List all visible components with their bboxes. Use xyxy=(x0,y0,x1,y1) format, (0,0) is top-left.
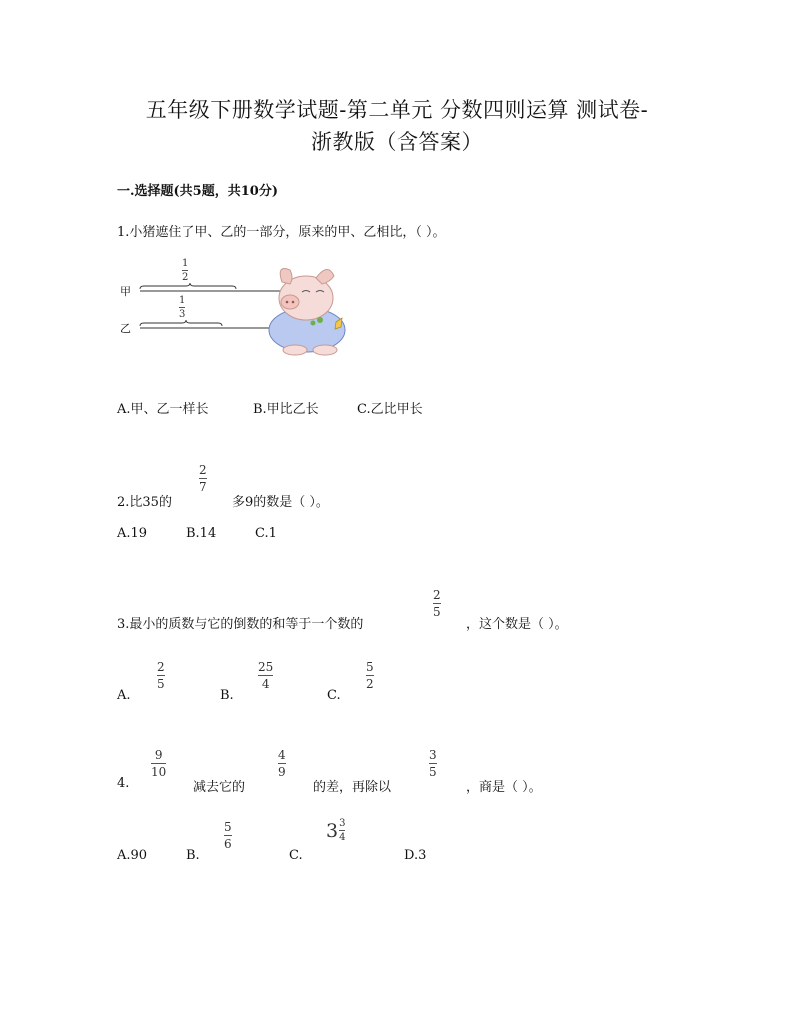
denominator: 3 xyxy=(179,309,186,320)
numerator: 3 xyxy=(429,748,437,762)
denominator: 7 xyxy=(199,480,207,494)
question-3-text-before: 3.最小的质数与它的倒数的和等于一个数的 xyxy=(117,617,364,632)
question-2-text-before: 2.比35的 xyxy=(117,495,172,510)
question-3-option-a[interactable]: A. xyxy=(117,688,131,703)
fraction-one-half xyxy=(182,258,188,283)
numerator: 25 xyxy=(258,660,274,674)
label-jia: 甲 xyxy=(120,285,131,298)
segment-diagram xyxy=(110,250,370,365)
question-4-fraction-2 xyxy=(278,748,286,779)
question-2-option-b[interactable]: B.14 xyxy=(186,526,217,541)
question-3-option-a-fraction xyxy=(157,660,165,691)
question-3-fraction xyxy=(433,588,441,619)
denominator: 2 xyxy=(366,677,374,691)
question-3-option-c-fraction xyxy=(366,660,374,691)
denominator: 5 xyxy=(433,605,441,619)
question-4-option-a[interactable]: A.90 xyxy=(117,848,148,863)
question-4-text-mid-2: 的差，再除以 xyxy=(313,780,392,795)
question-2-option-c[interactable]: C.1 xyxy=(255,526,277,541)
numerator: 4 xyxy=(278,748,286,762)
denominator: 2 xyxy=(182,272,189,283)
numerator: 1 xyxy=(182,258,189,269)
question-4-option-c-mixed-number xyxy=(326,818,345,843)
denominator: 5 xyxy=(157,677,165,691)
denominator: 5 xyxy=(429,765,437,779)
denominator: 6 xyxy=(224,837,232,851)
fraction-one-third xyxy=(179,295,185,320)
question-4-text-mid-1: 减去它的 xyxy=(193,780,246,795)
numerator: 9 xyxy=(154,748,163,762)
question-1-option-a[interactable]: A.甲、乙一样长 xyxy=(117,402,209,417)
denominator: 9 xyxy=(278,765,286,779)
question-1-option-b[interactable]: B.甲比乙长 xyxy=(253,402,319,417)
fraction-part xyxy=(339,818,345,843)
question-4-option-b-fraction xyxy=(224,820,232,851)
question-4-option-c[interactable]: C. xyxy=(289,848,303,863)
pig-icon xyxy=(269,269,345,356)
denominator: 10 xyxy=(151,765,167,779)
numerator: 3 xyxy=(339,818,346,829)
question-4-number: 4. xyxy=(117,776,130,791)
question-1-figure xyxy=(110,250,370,365)
numerator: 1 xyxy=(179,295,186,306)
numerator: 5 xyxy=(366,660,374,674)
numerator: 2 xyxy=(157,660,165,674)
question-3-option-b[interactable]: B. xyxy=(220,688,234,703)
question-4-fraction-1 xyxy=(151,748,166,779)
question-2-text-after: 多9的数是（ ）。 xyxy=(232,495,329,510)
question-4-option-d[interactable]: D.3 xyxy=(404,848,427,863)
numerator: 2 xyxy=(199,463,207,477)
question-2-fraction xyxy=(199,463,207,494)
page-title-line-2: 浙教版（含答案） xyxy=(311,130,483,154)
question-3-text-after: ，这个数是（ ）。 xyxy=(466,617,568,632)
question-1-option-c[interactable]: C.乙比甲长 xyxy=(357,402,423,417)
denominator: 4 xyxy=(339,832,346,843)
question-4-text-end: ，商是（ ）。 xyxy=(466,780,542,795)
question-2-option-a[interactable]: A.19 xyxy=(117,526,148,541)
question-4-fraction-3 xyxy=(429,748,437,779)
section-heading: 一.选择题(共5题，共10分) xyxy=(117,184,278,199)
numerator: 2 xyxy=(433,588,441,602)
question-3-option-b-fraction xyxy=(258,660,273,691)
question-3-option-c[interactable]: C. xyxy=(327,688,341,703)
question-4-option-b[interactable]: B. xyxy=(186,848,200,863)
denominator: 4 xyxy=(261,677,270,691)
brace-yi xyxy=(140,320,222,326)
numerator: 5 xyxy=(224,820,232,834)
label-yi: 乙 xyxy=(120,322,131,335)
page-title-line-1: 五年级下册数学试题-第二单元 分数四则运算 测试卷- xyxy=(145,98,649,122)
whole-part: 3 xyxy=(326,819,339,842)
question-1-text: 1.小猪遮住了甲、乙的一部分，原来的甲、乙相比，（ ）。 xyxy=(117,225,446,240)
brace-jia xyxy=(140,283,236,289)
